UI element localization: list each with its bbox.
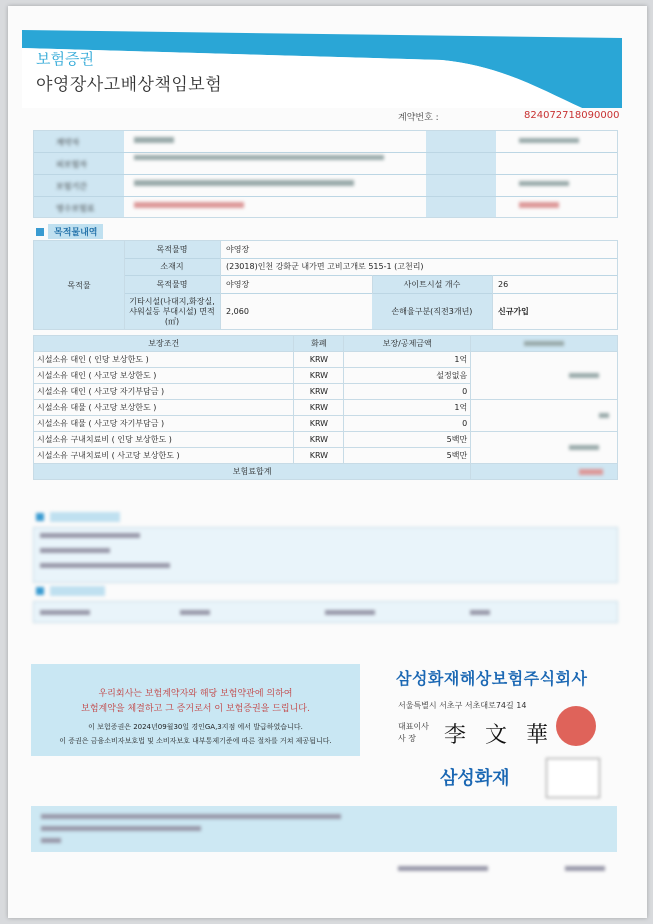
object-name-label: 목적물명 (156, 245, 188, 254)
site-count-label: 사이트시설 개수 (403, 279, 461, 289)
policyholder-table (33, 130, 618, 218)
ceo-title (398, 721, 429, 745)
info-label: 피보험자 (56, 160, 87, 169)
certification-stamp-icon (546, 758, 600, 798)
product-name: 야영장사고배상책임보험 (36, 75, 223, 95)
coverage-name: 시설소유 구내치료비 ( 사고당 보상한도 ) (34, 448, 294, 464)
coverage-currency: KRW (294, 352, 344, 368)
coverage-name: 시설소유 대인 ( 사고당 자기부담금 ) (34, 384, 294, 400)
object-table (33, 240, 618, 330)
section-object-title: 목적물내역 (48, 224, 103, 239)
facility-area-value: 2,060 (226, 307, 249, 316)
location-value: (23018)인천 강화군 내가면 고비고개로 515-1 (고천리) (226, 262, 424, 271)
facility-label-line3: (㎡) (164, 316, 180, 326)
coverage-currency: KRW (294, 432, 344, 448)
table-row (34, 432, 618, 448)
ceo-name: 李 文 華 (444, 723, 554, 748)
contract-label: 계약번호 : (398, 113, 439, 123)
coverage-name: 시설소유 대인 ( 인당 보상한도 ) (34, 352, 294, 368)
company-seal-icon (556, 706, 596, 746)
coverage-amount: 0 (344, 384, 471, 400)
coverage-table (33, 335, 618, 480)
table-row (34, 400, 618, 416)
ceo-title-line1: 대표이사 (398, 722, 429, 731)
notice-line2: 보험계약을 체결하고 그 증거로서 이 보험증권을 드립니다. (81, 704, 310, 714)
coverage-header-condition: 보장조건 (34, 336, 294, 352)
coverage-amount: 5백만 (344, 432, 471, 448)
coverage-premium (471, 352, 618, 400)
contract-number: 824072718090000 (524, 110, 620, 121)
loss-rate-value: 신규가입 (498, 307, 529, 316)
coverage-currency: KRW (294, 448, 344, 464)
info-label: 보험기간 (56, 182, 87, 191)
coverage-premium (471, 432, 618, 464)
coverage-total-label: 보험료합계 (34, 464, 471, 480)
header-band (22, 30, 622, 108)
notice-line4: 이 증권은 금융소비자보호법 및 소비자보호 내부통제기준에 따른 절차를 거쳐 제공됩니다. (59, 737, 332, 745)
doc-type: 보험증권 (36, 50, 94, 68)
info-label: 영수보험료 (56, 204, 95, 213)
coverage-currency: KRW (294, 416, 344, 432)
facility-label-line2: 샤워실등 부대시설) 면적 (129, 306, 215, 316)
coverage-name: 시설소유 대물 ( 사고당 보상한도 ) (34, 400, 294, 416)
contract-number-row (398, 110, 620, 123)
coverage-name: 시설소유 구내치료비 ( 인당 보상한도 ) (34, 432, 294, 448)
coverage-header-amount: 보장/공제금액 (344, 336, 471, 352)
coverage-amount: 1억 (344, 352, 471, 368)
footer-box (31, 806, 617, 852)
coverage-name: 시설소유 대물 ( 사고당 자기부담금 ) (34, 416, 294, 432)
object-group-label: 목적물 (67, 280, 91, 290)
coverage-header-currency: 화폐 (294, 336, 344, 352)
coverage-currency: KRW (294, 368, 344, 384)
coverage-total-row (34, 464, 618, 480)
coverage-premium (471, 400, 618, 432)
company-address: 서울특별시 서초구 서초대로74길 14 (398, 701, 527, 710)
table-row (34, 352, 618, 368)
coverage-amount: 설정없음 (344, 368, 471, 384)
coverage-currency: KRW (294, 400, 344, 416)
notice-line3: 이 보험증권은 2024년09월30일 경인GA,3지점 에서 발급하였습니다. (88, 723, 303, 731)
facility-area-label (124, 294, 220, 329)
coverage-name: 시설소유 대인 ( 사고당 보상한도 ) (34, 368, 294, 384)
issuance-notice (31, 664, 360, 756)
coverage-amount: 1억 (344, 400, 471, 416)
coverage-header-premium (471, 336, 618, 352)
object-name-value: 야영장 (226, 245, 250, 254)
location-label: 소재지 (160, 262, 184, 271)
company-name: 삼성화재해상보험주식회사 (396, 669, 588, 688)
coverage-amount: 5백만 (344, 448, 471, 464)
object-type-label: 목적물명 (156, 279, 188, 289)
facility-label-line1: 기타시설(나대지,화장실, (129, 296, 215, 306)
brand-logo: 삼성화재 (440, 768, 510, 789)
coverage-amount: 0 (344, 416, 471, 432)
coverage-total-value (471, 464, 618, 480)
info-label: 계약자 (56, 138, 80, 147)
section-square-icon (36, 228, 44, 236)
coverage-header-row (34, 336, 618, 352)
notice-line1: 우리회사는 보험계약자와 해당 보험약관에 의하여 (98, 689, 293, 699)
site-count-value: 26 (498, 279, 509, 289)
coverage-currency: KRW (294, 384, 344, 400)
ceo-title-line2: 사 장 (398, 734, 416, 743)
loss-rate-label: 손해율구분(직전3개년) (391, 307, 473, 316)
section-object-header (36, 224, 103, 239)
object-type-value: 야영장 (226, 279, 250, 289)
